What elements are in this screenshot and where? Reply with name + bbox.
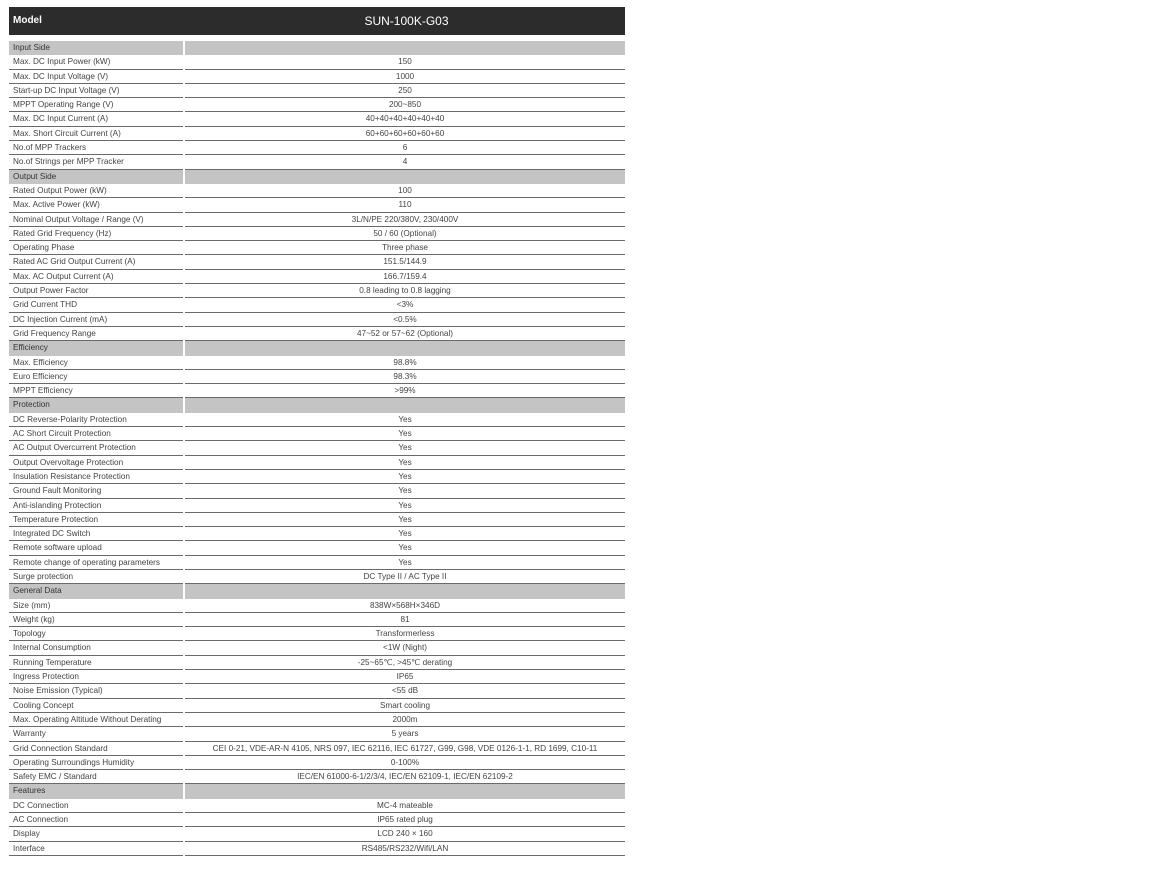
spec-value: Yes — [185, 556, 625, 570]
spec-label: Interface — [9, 842, 183, 856]
spec-row — [9, 198, 625, 212]
spec-label: Warranty — [9, 727, 183, 741]
spec-row — [9, 827, 625, 841]
spec-label: Running Temperature — [9, 656, 183, 670]
spec-row — [9, 813, 625, 827]
spec-value: 200~850 — [185, 98, 625, 112]
spec-row — [9, 613, 625, 627]
spec-row — [9, 727, 625, 741]
spec-row — [9, 656, 625, 670]
spec-value: IP65 — [185, 670, 625, 684]
section-bar — [185, 341, 625, 355]
spec-label: No.of Strings per MPP Tracker — [9, 155, 183, 169]
spec-value: 0.8 leading to 0.8 lagging — [185, 284, 625, 298]
spec-row — [9, 756, 625, 770]
spec-value: >99% — [185, 384, 625, 398]
spec-label: MPPT Operating Range (V) — [9, 98, 183, 112]
spec-value: Transformerless — [185, 627, 625, 641]
spec-label: Max. DC Input Current (A) — [9, 112, 183, 126]
spec-row — [9, 98, 625, 112]
spec-value: Yes — [185, 527, 625, 541]
spec-label: Topology — [9, 627, 183, 641]
model-value: SUN-100K-G03 — [364, 14, 449, 28]
spec-value: 151.5/144.9 — [185, 255, 625, 269]
spec-value: <0.5% — [185, 313, 625, 327]
spec-value: Yes — [185, 427, 625, 441]
spec-value: 150 — [185, 55, 625, 69]
spec-label: Temperature Protection — [9, 513, 183, 527]
spec-value: Yes — [185, 470, 625, 484]
section-header — [9, 784, 625, 798]
section-bar — [185, 584, 625, 598]
spec-label: MPPT Efficiency — [9, 384, 183, 398]
spec-value: -25~65℃, >45℃ derating — [185, 656, 625, 670]
spec-row — [9, 670, 625, 684]
spec-row — [9, 112, 625, 126]
section-bar — [185, 398, 625, 412]
section-header — [9, 41, 625, 55]
spec-row — [9, 842, 625, 856]
spec-label: Operating Phase — [9, 241, 183, 255]
spec-value: 50 / 60 (Optional) — [185, 227, 625, 241]
spec-value: <1W (Night) — [185, 641, 625, 655]
spec-label: Size (mm) — [9, 599, 183, 613]
spec-value: 0-100% — [185, 756, 625, 770]
spec-value: 6 — [185, 141, 625, 155]
spec-row — [9, 84, 625, 98]
section-title: General Data — [9, 584, 183, 598]
section-title: Protection — [9, 398, 183, 412]
spec-row — [9, 70, 625, 84]
spec-row — [9, 770, 625, 784]
spec-value: Yes — [185, 484, 625, 498]
section-bar — [185, 784, 625, 798]
section-header — [9, 398, 625, 412]
spec-row — [9, 641, 625, 655]
spec-value: 81 — [185, 613, 625, 627]
spec-value: 3L/N/PE 220/380V, 230/400V — [185, 213, 625, 227]
spec-row — [9, 313, 625, 327]
spec-value: 250 — [185, 84, 625, 98]
spec-row — [9, 356, 625, 370]
spec-label: Weight (kg) — [9, 613, 183, 627]
spec-label: Surge protection — [9, 570, 183, 584]
spec-label: Remote change of operating parameters — [9, 556, 183, 570]
spec-row — [9, 284, 625, 298]
spec-row — [9, 384, 625, 398]
spec-value: Smart cooling — [185, 699, 625, 713]
spec-row — [9, 470, 625, 484]
spec-label: Nominal Output Voltage / Range (V) — [9, 213, 183, 227]
spec-label: Output Overvoltage Protection — [9, 456, 183, 470]
spec-value: 838W×568H×346D — [185, 599, 625, 613]
spec-value: Yes — [185, 413, 625, 427]
spec-value: 60+60+60+60+60+60 — [185, 127, 625, 141]
spec-sections — [9, 41, 625, 856]
spec-value: 100 — [185, 184, 625, 198]
model-label: Model — [13, 15, 42, 26]
spec-row — [9, 556, 625, 570]
spec-label: Rated Grid Frequency (Hz) — [9, 227, 183, 241]
section-title: Features — [9, 784, 183, 798]
spec-row — [9, 55, 625, 69]
spec-row — [9, 684, 625, 698]
spec-value: 98.3% — [185, 370, 625, 384]
spec-value: 110 — [185, 198, 625, 212]
spec-value: IP65 rated plug — [185, 813, 625, 827]
spec-label: AC Short Circuit Protection — [9, 427, 183, 441]
spec-value: Three phase — [185, 241, 625, 255]
spec-label: Grid Connection Standard — [9, 742, 183, 756]
spec-label: Max. Short Circuit Current (A) — [9, 127, 183, 141]
spec-row — [9, 456, 625, 470]
spec-label: DC Connection — [9, 799, 183, 813]
spec-row — [9, 527, 625, 541]
spec-row — [9, 441, 625, 455]
spec-row — [9, 370, 625, 384]
spec-label: Display — [9, 827, 183, 841]
spec-value: RS485/RS232/Wifi/LAN — [185, 842, 625, 856]
section-title: Efficiency — [9, 341, 183, 355]
spec-row — [9, 227, 625, 241]
spec-value: Yes — [185, 441, 625, 455]
spec-value: 5 years — [185, 727, 625, 741]
section-bar — [185, 41, 625, 55]
spec-row — [9, 699, 625, 713]
spec-label: DC Reverse-Polarity Protection — [9, 413, 183, 427]
spec-row — [9, 298, 625, 312]
spec-label: DC Injection Current (mA) — [9, 313, 183, 327]
spec-row — [9, 742, 625, 756]
spec-label: Internal Consumption — [9, 641, 183, 655]
spec-label: Anti-islanding Protection — [9, 499, 183, 513]
spec-label: Cooling Concept — [9, 699, 183, 713]
spec-value: IEC/EN 61000-6-1/2/3/4, IEC/EN 62109-1, IEC/EN 62109-2 — [185, 770, 625, 784]
spec-row — [9, 155, 625, 169]
spec-label: AC Connection — [9, 813, 183, 827]
spec-value: Yes — [185, 513, 625, 527]
spec-row — [9, 799, 625, 813]
spec-label: Start-up DC Input Voltage (V) — [9, 84, 183, 98]
spec-row — [9, 427, 625, 441]
spec-value: 1000 — [185, 70, 625, 84]
section-title: Input Side — [9, 41, 183, 55]
spec-row — [9, 484, 625, 498]
spec-row — [9, 499, 625, 513]
spec-value: <3% — [185, 298, 625, 312]
spec-row — [9, 241, 625, 255]
spec-label: Output Power Factor — [9, 284, 183, 298]
spec-row — [9, 713, 625, 727]
spec-value: 166.7/159.4 — [185, 270, 625, 284]
spec-value: 2000m — [185, 713, 625, 727]
spec-row — [9, 541, 625, 555]
spec-label: Grid Frequency Range — [9, 327, 183, 341]
spec-row — [9, 184, 625, 198]
section-header — [9, 584, 625, 598]
spec-row — [9, 327, 625, 341]
spec-value: MC-4 mateable — [185, 799, 625, 813]
spec-table — [9, 7, 625, 856]
section-bar — [185, 170, 625, 184]
spec-value: LCD 240 × 160 — [185, 827, 625, 841]
spec-label: Noise Emission (Typical) — [9, 684, 183, 698]
model-header-row — [9, 7, 625, 35]
spec-row — [9, 127, 625, 141]
spec-row — [9, 255, 625, 269]
spec-row — [9, 513, 625, 527]
spec-label: Insulation Resistance Protection — [9, 470, 183, 484]
spec-label: Integrated DC Switch — [9, 527, 183, 541]
spec-label: Max. Active Power (kW) — [9, 198, 183, 212]
spec-value: Yes — [185, 541, 625, 555]
spec-row — [9, 627, 625, 641]
spec-label: Ingress Protection — [9, 670, 183, 684]
spec-row — [9, 599, 625, 613]
section-header — [9, 341, 625, 355]
spec-row — [9, 413, 625, 427]
spec-label: Safety EMC / Standard — [9, 770, 183, 784]
spec-label: No.of MPP Trackers — [9, 141, 183, 155]
spec-label: Grid Current THD — [9, 298, 183, 312]
spec-label: Remote software upload — [9, 541, 183, 555]
spec-label: Ground Fault Monitoring — [9, 484, 183, 498]
spec-label: AC Output Overcurrent Protection — [9, 441, 183, 455]
spec-label: Euro Efficiency — [9, 370, 183, 384]
spec-value: 40+40+40+40+40+40 — [185, 112, 625, 126]
spec-value: 4 — [185, 155, 625, 169]
spec-value: Yes — [185, 456, 625, 470]
spec-label: Rated AC Grid Output Current (A) — [9, 255, 183, 269]
spec-label: Rated Output Power (kW) — [9, 184, 183, 198]
section-title: Output Side — [9, 170, 183, 184]
spec-row — [9, 270, 625, 284]
spec-row — [9, 213, 625, 227]
spec-row — [9, 570, 625, 584]
spec-value: Yes — [185, 499, 625, 513]
spec-value: <55 dB — [185, 684, 625, 698]
spec-label: Max. Operating Altitude Without Derating — [9, 713, 183, 727]
spec-label: Max. Efficiency — [9, 356, 183, 370]
spec-label: Max. DC Input Voltage (V) — [9, 70, 183, 84]
spec-row — [9, 141, 625, 155]
spec-label: Operating Surroundings Humidity — [9, 756, 183, 770]
spec-value: 47~52 or 57~62 (Optional) — [185, 327, 625, 341]
spec-value: CEI 0-21, VDE-AR-N 4105, NRS 097, IEC 62116, IEC 61727, G99, G98, VDE 0126-1-1, RD 1699, C10-11 — [185, 742, 625, 756]
spec-label: Max. DC Input Power (kW) — [9, 55, 183, 69]
spec-label: Max. AC Output Current (A) — [9, 270, 183, 284]
spec-value: 98.8% — [185, 356, 625, 370]
section-header — [9, 170, 625, 184]
spec-value: DC Type II / AC Type II — [185, 570, 625, 584]
